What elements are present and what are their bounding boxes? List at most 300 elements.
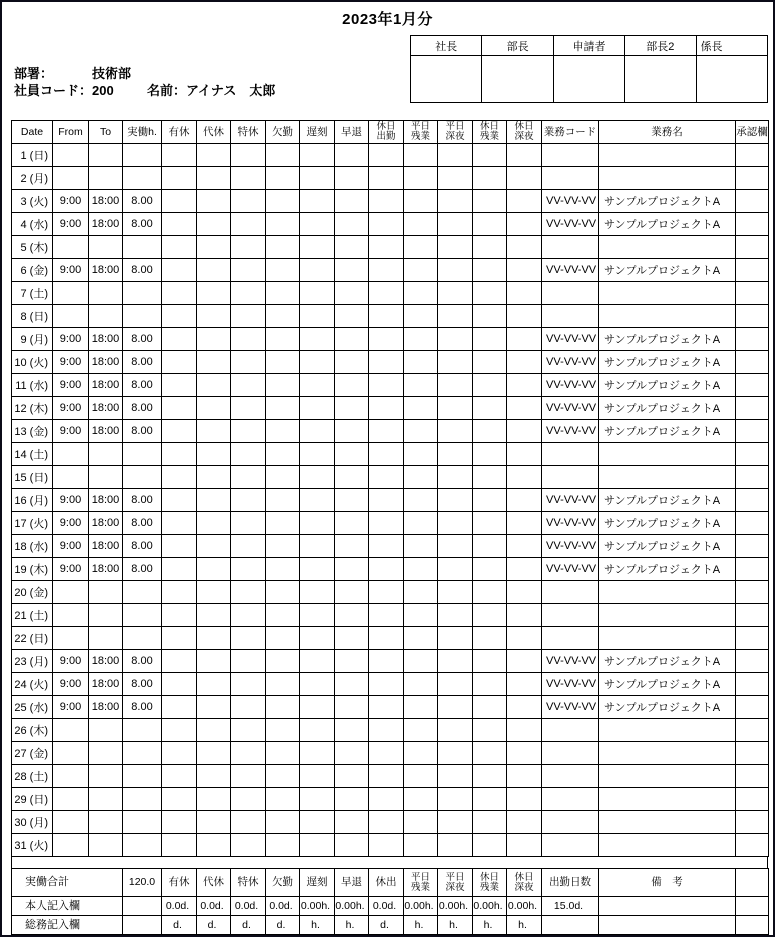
attendance-value-cell: 15.0d.	[542, 897, 599, 916]
from-cell	[53, 742, 89, 765]
category-cell	[266, 443, 300, 466]
header-cell: From	[53, 121, 89, 144]
task-name-cell	[599, 811, 736, 834]
category-cell	[473, 167, 507, 190]
category-cell	[473, 397, 507, 420]
day-row	[12, 282, 769, 305]
category-cell	[231, 650, 266, 673]
date-cell: 25 (水)	[12, 696, 53, 719]
task-code-cell: VV-VV-VV	[542, 696, 599, 719]
self-entry-row	[12, 897, 769, 916]
category-cell	[438, 719, 473, 742]
approval-cell	[736, 282, 769, 305]
approval-cell	[736, 443, 769, 466]
date-cell: 6 (金)	[12, 259, 53, 282]
category-cell	[335, 627, 369, 650]
approval-cell	[736, 834, 769, 857]
admin-entry-row	[12, 916, 769, 935]
category-cell	[404, 489, 438, 512]
header-cell: 代休	[197, 121, 231, 144]
category-cell	[404, 466, 438, 489]
header-cell: 実働h.	[123, 121, 162, 144]
category-cell	[404, 558, 438, 581]
category-cell	[404, 834, 438, 857]
category-cell	[197, 397, 231, 420]
from-cell	[53, 466, 89, 489]
category-cell	[369, 167, 404, 190]
to-cell	[89, 765, 123, 788]
category-cell	[473, 512, 507, 535]
category-cell	[300, 397, 335, 420]
day-row	[12, 190, 769, 213]
category-cell	[473, 627, 507, 650]
total-value-cell: 120.0	[123, 869, 162, 897]
category-cell	[473, 489, 507, 512]
category-cell	[266, 144, 300, 167]
category-cell	[438, 811, 473, 834]
date-cell: 21 (土)	[12, 604, 53, 627]
header-cell: 遅刻	[300, 121, 335, 144]
employee-code-label: 社員コード：	[14, 83, 93, 98]
task-name-cell: サンプルプロジェクトA	[599, 397, 736, 420]
task-code-cell	[542, 466, 599, 489]
task-name-cell	[599, 443, 736, 466]
category-cell	[300, 236, 335, 259]
category-cell	[197, 489, 231, 512]
category-cell	[473, 696, 507, 719]
category-cell	[197, 742, 231, 765]
day-row	[12, 374, 769, 397]
category-cell	[162, 420, 197, 443]
from-cell	[53, 282, 89, 305]
category-cell	[507, 351, 542, 374]
category-cell	[231, 167, 266, 190]
category-cell	[162, 650, 197, 673]
category-cell	[300, 765, 335, 788]
category-cell	[438, 305, 473, 328]
category-header-cell: 早退	[335, 869, 369, 897]
category-cell	[266, 627, 300, 650]
hours-cell	[123, 627, 162, 650]
task-code-cell: VV-VV-VV	[542, 328, 599, 351]
category-cell	[473, 673, 507, 696]
category-cell	[369, 512, 404, 535]
category-cell	[335, 190, 369, 213]
category-cell	[266, 765, 300, 788]
from-cell	[53, 167, 89, 190]
category-cell	[473, 305, 507, 328]
category-cell	[369, 328, 404, 351]
category-cell	[507, 673, 542, 696]
summary-header-row	[12, 869, 769, 897]
approval-cell	[736, 489, 769, 512]
category-cell	[300, 581, 335, 604]
category-cell	[473, 213, 507, 236]
approval-cell	[736, 420, 769, 443]
category-cell	[404, 811, 438, 834]
entry-value-cell: 0.0d.	[266, 897, 300, 916]
task-code-cell	[542, 742, 599, 765]
hours-cell: 8.00	[123, 351, 162, 374]
task-name-cell	[599, 765, 736, 788]
header-cell: 承認欄	[736, 121, 769, 144]
approval-header-row	[411, 36, 768, 56]
category-cell	[507, 397, 542, 420]
to-cell	[89, 581, 123, 604]
from-cell	[53, 305, 89, 328]
date-cell: 12 (木)	[12, 397, 53, 420]
hours-cell	[123, 305, 162, 328]
day-row	[12, 397, 769, 420]
entry-value-cell: 0.00h.	[507, 897, 542, 916]
day-row	[12, 604, 769, 627]
category-cell	[369, 489, 404, 512]
entry-remarks-cell	[599, 897, 736, 916]
day-row	[12, 259, 769, 282]
category-cell	[473, 581, 507, 604]
category-cell	[507, 489, 542, 512]
approval-cell	[736, 811, 769, 834]
category-cell	[197, 834, 231, 857]
category-cell	[404, 765, 438, 788]
category-cell	[438, 443, 473, 466]
category-cell	[197, 558, 231, 581]
category-cell	[197, 328, 231, 351]
approval-cell	[736, 696, 769, 719]
task-code-cell: VV-VV-VV	[542, 489, 599, 512]
to-cell	[89, 167, 123, 190]
hours-cell: 8.00	[123, 535, 162, 558]
day-row	[12, 420, 769, 443]
category-cell	[231, 742, 266, 765]
category-cell	[473, 811, 507, 834]
task-name-cell: サンプルプロジェクトA	[599, 420, 736, 443]
category-cell	[473, 374, 507, 397]
category-cell	[162, 259, 197, 282]
approval-cell	[736, 144, 769, 167]
task-code-cell	[542, 604, 599, 627]
category-cell	[507, 420, 542, 443]
category-cell	[473, 282, 507, 305]
category-cell	[404, 742, 438, 765]
hours-cell: 8.00	[123, 259, 162, 282]
approval-stamp-cell	[553, 56, 624, 103]
category-cell	[369, 581, 404, 604]
task-code-cell: VV-VV-VV	[542, 351, 599, 374]
category-cell	[507, 788, 542, 811]
category-cell	[231, 374, 266, 397]
category-cell	[162, 466, 197, 489]
category-cell	[507, 535, 542, 558]
category-cell	[162, 236, 197, 259]
from-cell	[53, 144, 89, 167]
category-cell	[197, 351, 231, 374]
category-cell	[335, 673, 369, 696]
hours-cell	[123, 236, 162, 259]
date-cell: 18 (水)	[12, 535, 53, 558]
category-cell	[438, 282, 473, 305]
hours-cell	[123, 788, 162, 811]
category-cell	[369, 305, 404, 328]
category-cell	[266, 558, 300, 581]
total-label-cell: 実働合計	[12, 869, 123, 897]
category-cell	[335, 512, 369, 535]
task-name-cell: サンプルプロジェクトA	[599, 374, 736, 397]
approval-cell	[736, 604, 769, 627]
category-header-cell: 休日 残業	[473, 869, 507, 897]
category-cell	[335, 489, 369, 512]
category-cell	[335, 282, 369, 305]
category-header-cell: 平日 深夜	[438, 869, 473, 897]
category-cell	[300, 328, 335, 351]
entry-label-cell: 総務記入欄	[12, 916, 123, 935]
approval-cell	[736, 328, 769, 351]
category-cell	[335, 351, 369, 374]
header-cell: 欠勤	[266, 121, 300, 144]
category-cell	[300, 627, 335, 650]
task-name-cell: サンプルプロジェクトA	[599, 328, 736, 351]
hours-cell	[123, 167, 162, 190]
category-cell	[507, 604, 542, 627]
category-cell	[197, 581, 231, 604]
entry-value-cell: h.	[438, 916, 473, 935]
category-cell	[162, 305, 197, 328]
category-cell	[507, 650, 542, 673]
category-cell	[197, 374, 231, 397]
entry-value-cell: h.	[300, 916, 335, 935]
category-cell	[162, 512, 197, 535]
from-cell	[53, 765, 89, 788]
entry-value-cell: 0.00h.	[404, 897, 438, 916]
day-row	[12, 512, 769, 535]
category-cell	[369, 535, 404, 558]
category-cell	[335, 236, 369, 259]
entry-value-cell: 0.00h.	[438, 897, 473, 916]
approval-cell	[736, 167, 769, 190]
category-cell	[300, 558, 335, 581]
to-cell	[89, 305, 123, 328]
entry-hours-cell	[123, 897, 162, 916]
to-cell	[89, 443, 123, 466]
day-row	[12, 144, 769, 167]
from-cell	[53, 627, 89, 650]
day-row	[12, 811, 769, 834]
category-cell	[369, 696, 404, 719]
category-cell	[404, 420, 438, 443]
category-cell	[369, 811, 404, 834]
category-cell	[507, 742, 542, 765]
category-cell	[404, 627, 438, 650]
employee-info	[14, 65, 275, 99]
category-cell	[507, 282, 542, 305]
category-cell	[162, 167, 197, 190]
category-cell	[404, 512, 438, 535]
task-code-cell	[542, 167, 599, 190]
approval-stamp-cell	[411, 56, 482, 103]
header-cell: 平日 深夜	[438, 121, 473, 144]
category-cell	[507, 259, 542, 282]
entry-hours-cell	[123, 916, 162, 935]
category-cell	[473, 466, 507, 489]
approval-stamp-cell	[482, 56, 553, 103]
category-cell	[438, 673, 473, 696]
from-cell: 9:00	[53, 673, 89, 696]
category-cell	[507, 696, 542, 719]
category-cell	[266, 259, 300, 282]
day-row	[12, 650, 769, 673]
day-rows	[12, 144, 769, 857]
category-cell	[300, 696, 335, 719]
entry-value-cell: 0.0d.	[369, 897, 404, 916]
category-cell	[300, 167, 335, 190]
from-cell: 9:00	[53, 696, 89, 719]
category-cell	[404, 305, 438, 328]
category-cell	[507, 719, 542, 742]
from-cell	[53, 811, 89, 834]
category-cell	[300, 443, 335, 466]
category-cell	[300, 811, 335, 834]
category-cell	[335, 834, 369, 857]
category-cell	[369, 144, 404, 167]
category-cell	[300, 742, 335, 765]
category-cell	[335, 374, 369, 397]
category-cell	[404, 374, 438, 397]
date-cell: 22 (日)	[12, 627, 53, 650]
category-header-cell: 有休	[162, 869, 197, 897]
date-cell: 27 (金)	[12, 742, 53, 765]
category-cell	[473, 604, 507, 627]
category-cell	[369, 190, 404, 213]
to-cell	[89, 604, 123, 627]
category-cell	[438, 627, 473, 650]
from-cell	[53, 581, 89, 604]
category-cell	[231, 282, 266, 305]
task-code-cell: VV-VV-VV	[542, 650, 599, 673]
to-cell	[89, 236, 123, 259]
hours-cell: 8.00	[123, 512, 162, 535]
summary-table	[11, 868, 769, 935]
category-cell	[231, 811, 266, 834]
hours-cell: 8.00	[123, 190, 162, 213]
category-cell	[300, 282, 335, 305]
category-cell	[369, 466, 404, 489]
category-cell	[473, 765, 507, 788]
from-cell: 9:00	[53, 397, 89, 420]
task-code-cell	[542, 144, 599, 167]
timesheet-table	[11, 120, 769, 857]
category-cell	[266, 420, 300, 443]
task-name-cell	[599, 834, 736, 857]
category-cell	[369, 719, 404, 742]
category-cell	[438, 650, 473, 673]
day-row	[12, 581, 769, 604]
employee-code-value: 200	[92, 83, 114, 98]
category-cell	[404, 397, 438, 420]
category-cell	[162, 742, 197, 765]
category-cell	[197, 167, 231, 190]
category-cell	[197, 627, 231, 650]
date-cell: 14 (土)	[12, 443, 53, 466]
to-cell: 18:00	[89, 351, 123, 374]
category-cell	[231, 144, 266, 167]
category-cell	[197, 765, 231, 788]
category-cell	[266, 696, 300, 719]
task-code-cell	[542, 443, 599, 466]
category-cell	[197, 190, 231, 213]
category-cell	[335, 305, 369, 328]
from-cell: 9:00	[53, 535, 89, 558]
day-row	[12, 696, 769, 719]
entry-label-cell: 本人記入欄	[12, 897, 123, 916]
category-cell	[162, 328, 197, 351]
header-cell: 休日 残業	[473, 121, 507, 144]
category-cell	[231, 765, 266, 788]
hours-cell	[123, 466, 162, 489]
header-cell: 業務コード	[542, 121, 599, 144]
category-cell	[266, 650, 300, 673]
category-cell	[404, 604, 438, 627]
to-cell: 18:00	[89, 489, 123, 512]
category-cell	[404, 282, 438, 305]
category-cell	[507, 558, 542, 581]
day-row	[12, 558, 769, 581]
category-cell	[369, 788, 404, 811]
category-header-cell: 休出	[369, 869, 404, 897]
hours-cell	[123, 581, 162, 604]
category-cell	[231, 627, 266, 650]
employee-name-value: アイナス 太郎	[186, 83, 276, 98]
hours-cell: 8.00	[123, 558, 162, 581]
category-cell	[300, 604, 335, 627]
category-cell	[231, 328, 266, 351]
from-cell: 9:00	[53, 259, 89, 282]
category-cell	[438, 351, 473, 374]
task-name-cell: サンプルプロジェクトA	[599, 650, 736, 673]
to-cell: 18:00	[89, 535, 123, 558]
date-cell: 2 (月)	[12, 167, 53, 190]
from-cell	[53, 236, 89, 259]
category-cell	[404, 788, 438, 811]
task-code-cell: VV-VV-VV	[542, 512, 599, 535]
task-name-cell: サンプルプロジェクトA	[599, 512, 736, 535]
hours-cell: 8.00	[123, 213, 162, 236]
approval-cell	[736, 397, 769, 420]
to-cell: 18:00	[89, 696, 123, 719]
category-cell	[404, 236, 438, 259]
approval-cell	[736, 374, 769, 397]
category-cell	[231, 673, 266, 696]
hours-cell: 8.00	[123, 397, 162, 420]
category-cell	[335, 535, 369, 558]
category-cell	[369, 282, 404, 305]
category-cell	[162, 351, 197, 374]
entry-approval-cell	[736, 916, 769, 935]
employee-code-group	[14, 82, 147, 99]
to-cell: 18:00	[89, 213, 123, 236]
category-cell	[300, 719, 335, 742]
category-cell	[369, 420, 404, 443]
category-cell	[162, 558, 197, 581]
category-cell	[404, 719, 438, 742]
entry-value-cell: 0.0d.	[231, 897, 266, 916]
category-cell	[507, 374, 542, 397]
category-cell	[162, 397, 197, 420]
to-cell	[89, 742, 123, 765]
category-header-cell: 平日 残業	[404, 869, 438, 897]
category-cell	[473, 236, 507, 259]
category-cell	[507, 305, 542, 328]
department-label: 部署：	[14, 66, 54, 81]
